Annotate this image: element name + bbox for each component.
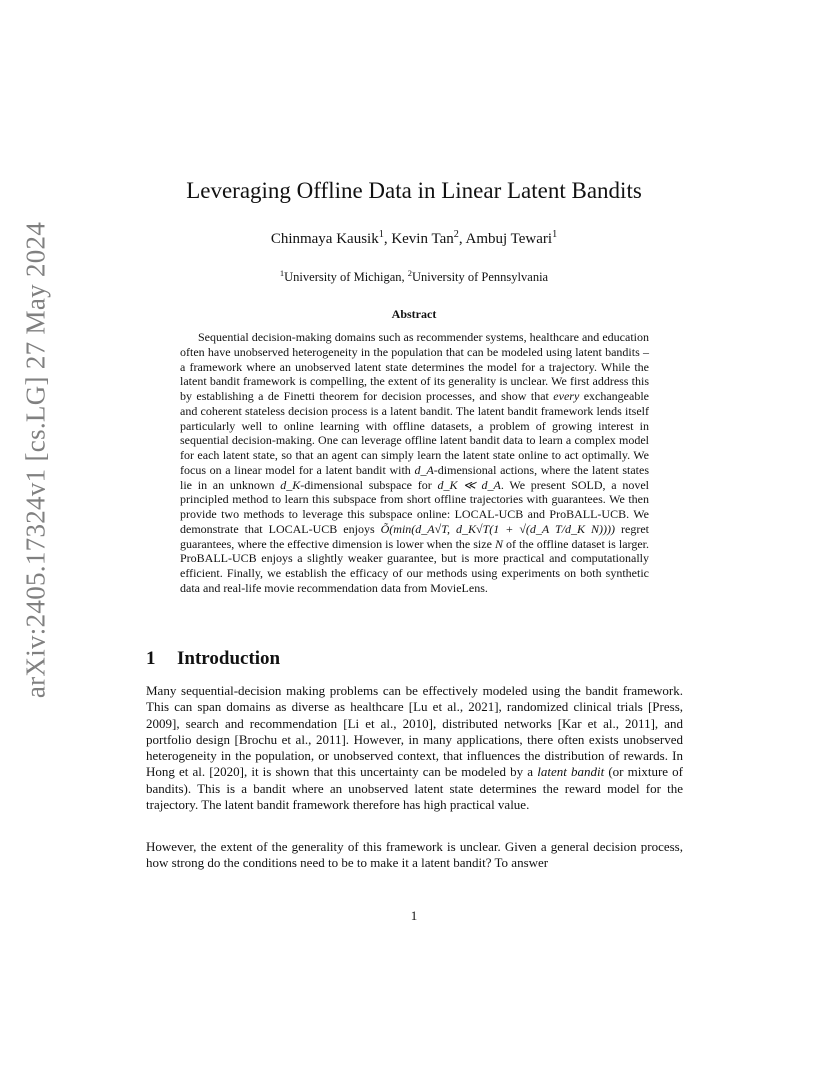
affiliation-separator: ,	[401, 270, 408, 284]
abstract-text: of the offline dataset is larger. ProBALL-UCB enjoys a slightly weaker guarantee, but is more practical and computationally efficient. Finally, we establish the efficacy of our methods using experiments on both synthetic data and real-life movie recommendation data from MovieLens.	[180, 536, 649, 595]
affiliation-mark: 2	[407, 267, 412, 278]
arxiv-identifier	[20, 221, 52, 699]
abstract-math: Õ(min(d_A√T, d_K√T(1 + √(d_A T/d_K N))))	[380, 521, 616, 536]
abstract-text: -dimensional subspace for	[300, 477, 438, 492]
affiliation-name: University of Pennsylvania	[412, 270, 549, 284]
abstract-body	[180, 330, 649, 596]
abstract-text: exchangeable and coherent stateless decision process is a latent bandit. The latent bandit framework lends itself particularly well to online learning with offline datasets, a problem of growing interest in sequential decision-making. One can leverage offline latent bandit data to learn a complex model for each latent state, so that an agent can simply learn the latent state online to act optimally. We focus on a linear model for a latent bandit with	[180, 389, 649, 477]
page-number: 1	[410, 908, 418, 923]
abstract-math: d_K	[280, 477, 301, 492]
paper-title: Leveraging Offline Data in Linear Latent Bandits	[186, 178, 642, 203]
affiliation-mark: 1	[279, 267, 285, 278]
abstract-text: . We present SOLD, a novel principled method to learn this subspace from short offline trajectories with guarantees. We then provide two methods to leverage this subspace online: LOCAL-UCB and ProBALL-UCB. We demonstrate that LOCAL-UCB enjoys	[180, 477, 649, 536]
section-title: Introduction	[177, 648, 281, 669]
author-name: Kevin Tan	[391, 231, 454, 247]
abstract-text: regret guarantees, where the effective dimension is lower when the size	[180, 521, 649, 551]
intro-paragraph-1	[146, 683, 683, 813]
abstract-text: Sequential decision-making domains such as recommender systems, healthcare and education often have unobserved heterogeneity in the population that can be modeled using latent bandits – a framework where an unobserved latent state determines the model for a trajectory. While the latent bandit framework is compelling, the extent of its generality is unclear. We first address this by establishing a de Finetti theorem for decision processes, and show that	[180, 330, 649, 403]
affiliation-list	[0, 267, 828, 285]
abstract-emphasis: every	[553, 389, 580, 403]
author-name: Ambuj Tewari	[465, 231, 553, 247]
section-heading	[146, 648, 280, 670]
intro-paragraph-2	[146, 839, 683, 872]
author-name: Chinmaya Kausik	[270, 231, 379, 247]
body-text: However, the extent of the generality of this framework is unclear. Given a general decision process, how strong do the conditions need to be to make it a latent bandit? To answer	[146, 839, 683, 871]
abstract-heading: Abstract	[391, 307, 437, 321]
body-text: Many sequential-decision making problems can be effectively modeled using the bandit framework. This can span domains as diverse as healthcare [Lu et al., 2021], randomized clinical trials [Press, 2009], search and recommendation [Li et al., 2010], distributed networks [Kar et al., 2011], and portfolio design [Brochu et al., 2011]. However, in many applications, there often exists unobserved heterogeneity in the population, or unobserved context, that influences the distribution of rewards. In Hong et al. [2020], it is shown that this uncertainty can be modeled by a	[146, 683, 683, 780]
author-separator: ,	[458, 231, 466, 247]
abstract-math: d_A	[414, 462, 434, 477]
arxiv-identifier-text: arXiv:2405.17324v1 [cs.LG] 27 May 2024	[20, 221, 51, 699]
author-affiliation-mark: 1	[378, 229, 384, 240]
author-affiliation-mark: 1	[552, 229, 558, 240]
abstract-math: N	[494, 536, 503, 551]
affiliation-name: University of Michigan	[284, 270, 402, 284]
abstract-math: d_K ≪ d_A	[437, 477, 501, 492]
body-text: (or mixture of bandits). This is a bandit where an unobserved latent state determines the reward model for the trajectory. The latent bandit framework therefore has high practical value.	[146, 764, 684, 813]
section-number: 1	[146, 648, 156, 669]
body-emphasis: latent bandit	[537, 764, 605, 780]
abstract-text: -dimensional actions, where the latent states lie in an unknown	[180, 462, 649, 492]
author-list	[0, 231, 828, 248]
author-affiliation-mark: 2	[453, 229, 459, 240]
author-separator: ,	[383, 231, 392, 247]
